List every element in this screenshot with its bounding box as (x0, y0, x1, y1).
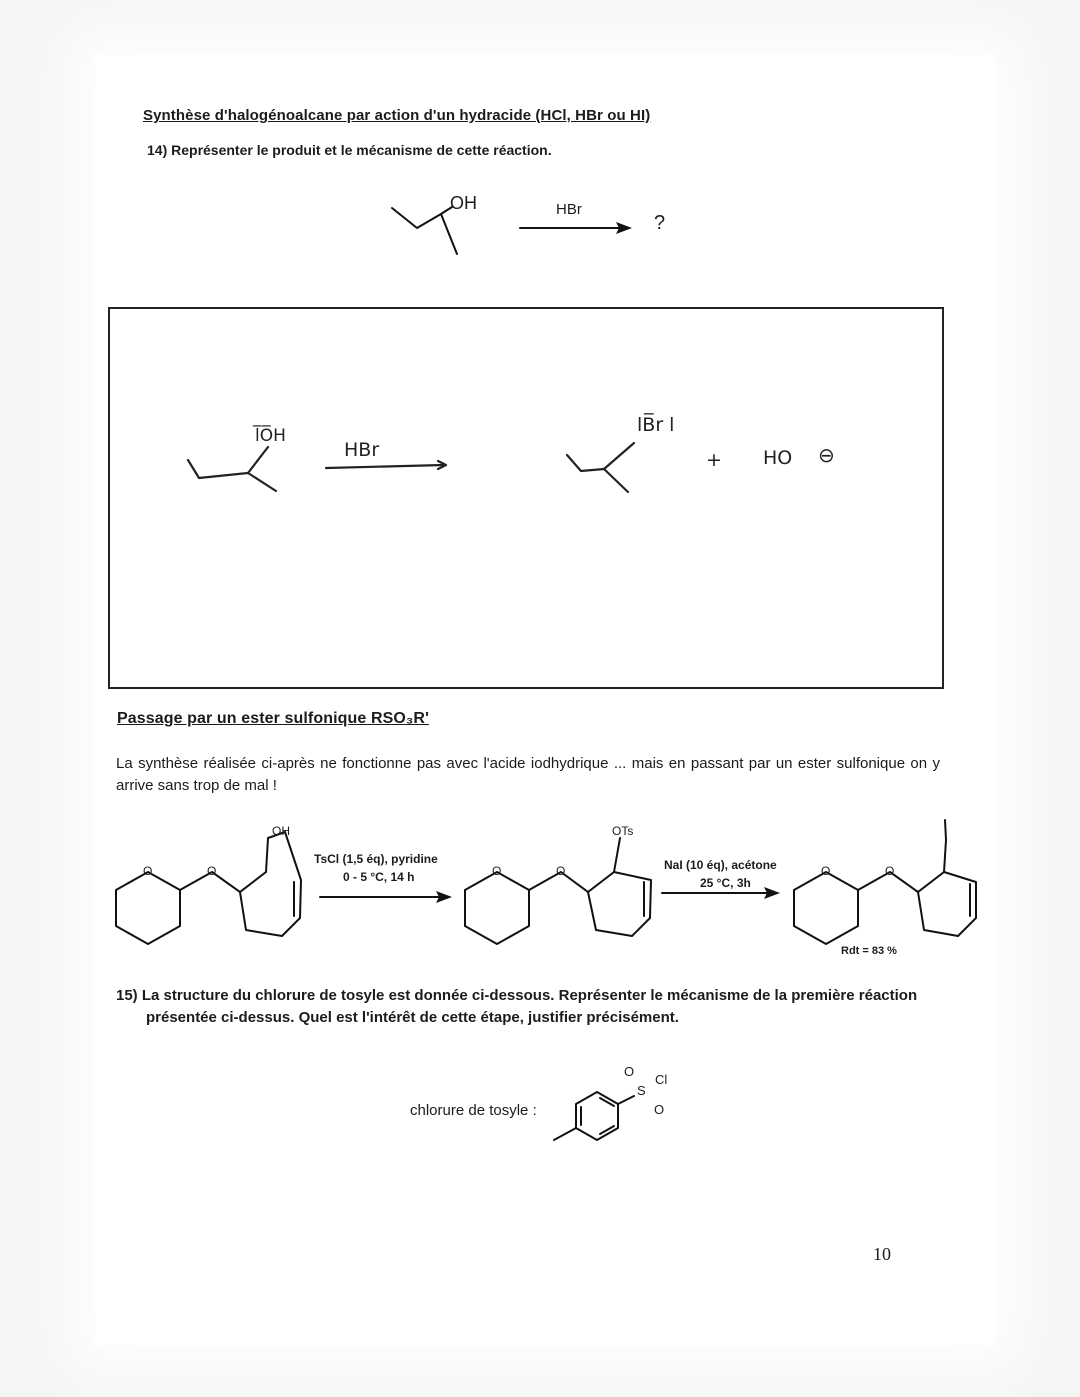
answer-plus-sign: + (706, 449, 722, 471)
question-15: 15) La structure du chlorure de tosyle est donnée ci-dessous. Représenter le mécanisme de la première réaction présentée ci-dessus. Quel est l'intérêt de cette étape, justifier précisément. (116, 987, 918, 1026)
condition-2-line-1: NaI (10 éq), acétone (664, 858, 777, 872)
scheme-o-label-2a: O (492, 864, 502, 878)
tosyl-o-bottom: O (654, 1102, 665, 1117)
answer-reagent-label: HBr (344, 439, 380, 461)
reactant-oh-label: OH (450, 193, 477, 213)
reagent-hbr-label: HBr (556, 201, 582, 218)
answer-reactant-label: l̅O̅H (255, 426, 286, 446)
condition-2-line-2: 25 °C, 3h (700, 876, 751, 890)
condition-1-line-1: TsCl (1,5 éq), pyridine (314, 852, 438, 866)
answer-product-label: lB̅r l (637, 414, 675, 436)
scheme-o-label-2b: O (556, 864, 566, 878)
section-title-hydracide: Synthèse d'halogénoalcane par action d'un hydracide (HCl, HBr ou HI) (143, 107, 651, 124)
section-title-sulfonic-ester: Passage par un ester sulfonique RSO₃R' (117, 710, 429, 727)
tosyl-o-top: O (624, 1064, 635, 1079)
question-14: 14) Représenter le produit et le mécanisme de cette réaction. (147, 142, 552, 158)
condition-1-line-2: 0 - 5 °C, 14 h (343, 870, 415, 884)
tosyl-chloride-label: chlorure de tosyle : (410, 1102, 537, 1119)
page-number: 10 (873, 1244, 891, 1264)
product-question-mark: ? (654, 212, 666, 234)
tosyl-cl-atom: Cl (655, 1072, 668, 1087)
scheme-ots-label: OTs (612, 824, 634, 838)
scheme-o-label-3b: O (885, 864, 895, 878)
scheme-o-label-1a: O (143, 864, 153, 878)
tosyl-s-atom: S (637, 1083, 646, 1098)
yield-label: Rdt = 83 % (841, 945, 897, 957)
section2-paragraph: La synthèse réalisée ci-après ne fonctionne pas avec l'acide iodhydrique ... mais en passant par un ester sulfonique on y arrive sans trop de mal ! (116, 755, 940, 794)
scheme-o-label-3a: O (821, 864, 831, 878)
answer-byproduct: HO (763, 447, 793, 469)
scheme-oh-label: OH (272, 824, 290, 838)
scheme-o-label-1b: O (207, 864, 217, 878)
answer-charge-icon: ⊖ (818, 443, 835, 467)
